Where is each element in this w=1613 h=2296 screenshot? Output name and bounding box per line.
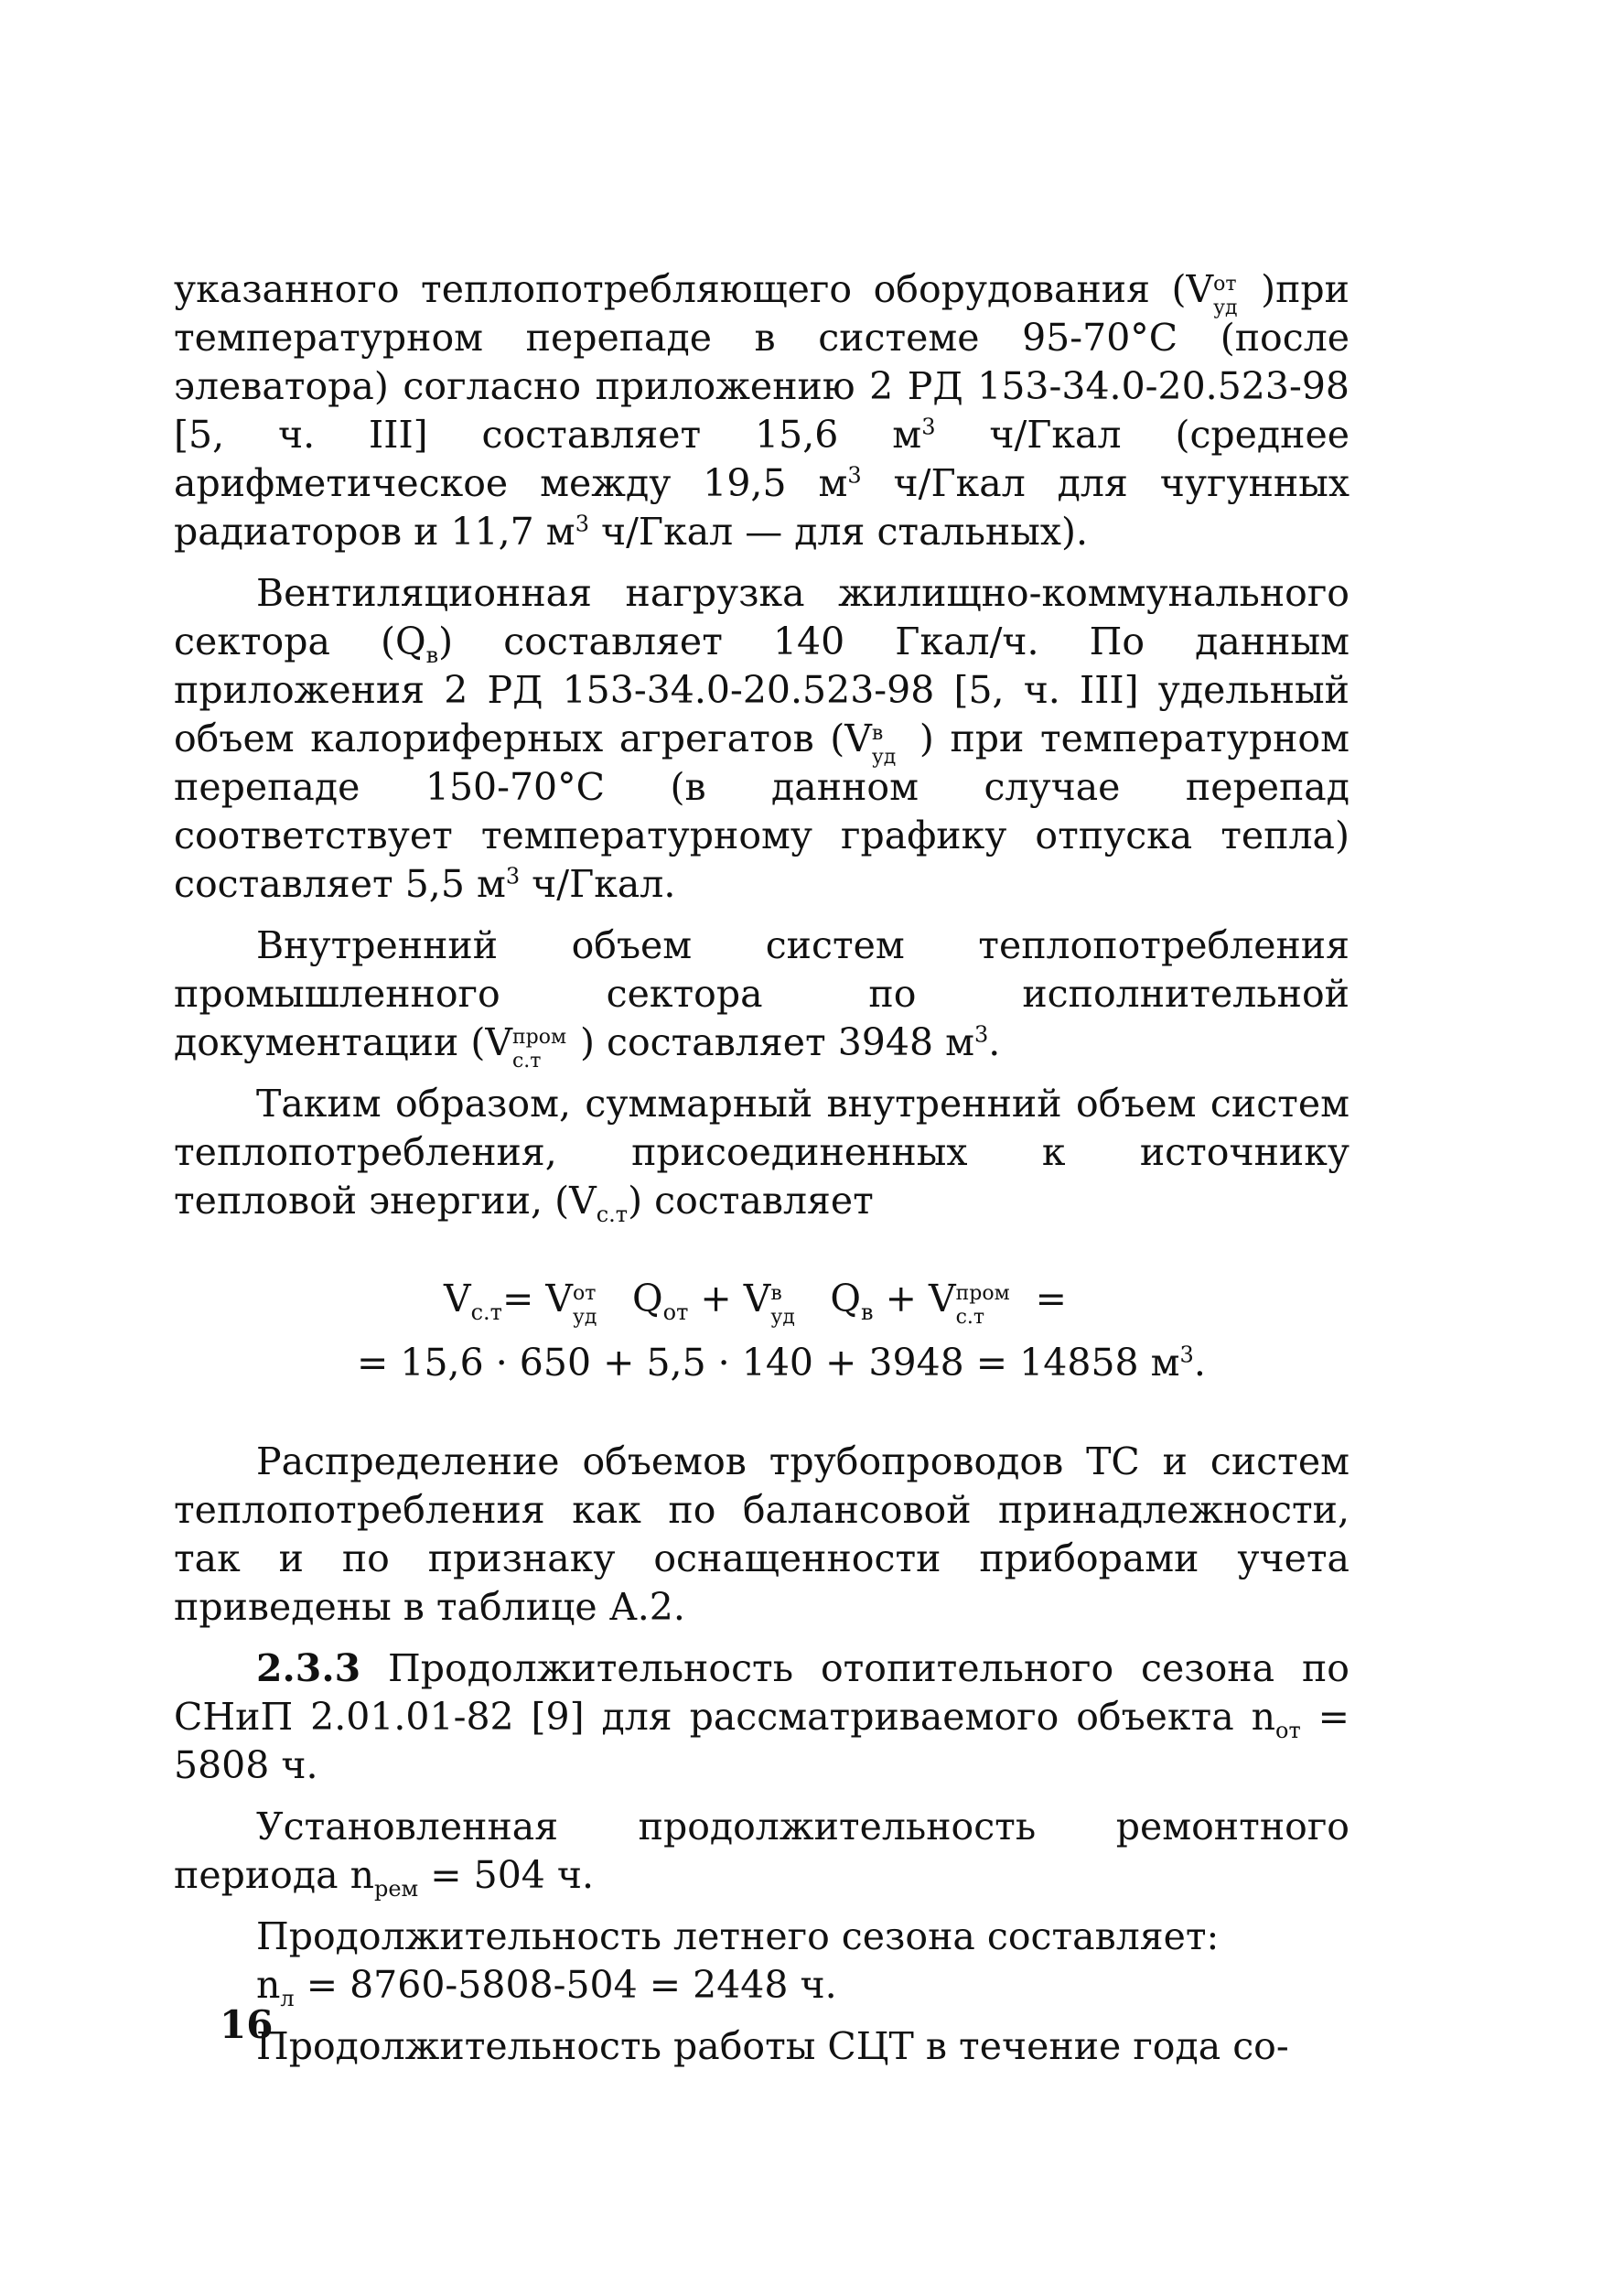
page-body — [174, 265, 1350, 2071]
text-run: указанного теплопотребляющего оборудования (V — [174, 267, 1214, 311]
formula-term: . — [1193, 1341, 1206, 1385]
text-run: Таким образом, суммарный внутренний объем систем теплопотребления, присоединенных к источнику тепловой энергии, (V — [174, 1082, 1350, 1223]
text-run: n — [256, 1963, 281, 2007]
formula-term: Q — [619, 1277, 663, 1320]
paragraph-heating-season — [174, 1644, 1350, 1790]
paragraph-summer-season: Продолжительность летнего сезона составляет: — [256, 1914, 1220, 1958]
text-run: Вентиляционная нагрузка жилищно-коммунального сектора (Q — [174, 571, 1350, 663]
formula-term: = V — [501, 1277, 573, 1320]
text-run: ) составляет — [628, 1179, 874, 1223]
subscript: с.т — [955, 1306, 985, 1329]
subscript: в — [425, 642, 439, 669]
paragraph-ventilation-load — [174, 569, 1350, 909]
text-run: = 504 ч. — [418, 1853, 595, 1897]
formula-term: = — [1023, 1277, 1067, 1320]
text-run: = 8760-5808-504 = 2448 ч. — [294, 1963, 837, 2007]
formula-term: + V — [873, 1277, 956, 1320]
text-run: ) составляет 140 Гкал/ч. По данным приложения 2 РД 153-34.0-20.523-98 [5, ч. III] удельный объем калориферных агрегатов (V — [174, 620, 1350, 760]
formula-term: = 15,6 · 650 + 5,5 · 140 + 3948 = 14858 м — [357, 1341, 1180, 1385]
text-run: Внутренний объем систем теплопотребления промышленного сектора по исполнительной документации (V — [174, 923, 1350, 1064]
subscript: уд — [770, 1306, 795, 1329]
subscript: с.т — [511, 1050, 542, 1073]
formula-term: + V — [688, 1277, 771, 1320]
text-run: ч/Гкал. — [520, 862, 676, 906]
text-run: ч/Гкал для чугунных радиаторов и 11,7 м — [174, 461, 1350, 554]
paragraph-summer-season-formula — [174, 1961, 1350, 2010]
subscript: л — [280, 1986, 295, 2012]
superscript: 3 — [505, 863, 521, 889]
formula-term: Q — [818, 1277, 862, 1320]
text-run: = 5808 ч. — [174, 1695, 1350, 1787]
text-run: . — [988, 1020, 1001, 1064]
superscript: пром — [511, 1026, 567, 1049]
superscript: 3 — [1179, 1342, 1194, 1368]
superscript: от — [1213, 273, 1237, 296]
superscript: 3 — [973, 1021, 989, 1048]
superscript: в — [770, 1282, 782, 1305]
text-run: ) при температурном перепаде 150-70°С (в данном случае перепад соответствует температурному графику отпуска тепла) составляет 5,5 м — [174, 717, 1350, 906]
paragraph-heat-equipment-volume — [174, 265, 1350, 556]
section-number: 2.3.3 — [256, 1646, 361, 1690]
text-run: )при температурном перепаде в системе 95-70°С (после элеватора) согласно приложению 2 РД 153-34.0-20.523-98 [5, ч. III] составляет 15,6 м — [174, 267, 1350, 457]
paragraph-volume-distribution: Распределение объемов трубопроводов ТС и систем теплопотребления как по балансовой принадлежности, так и по признаку оснащенности приборами учета приведены в таблице А.2. — [174, 1439, 1350, 1629]
paragraph-industrial-volume — [174, 922, 1350, 1073]
formula-term: V — [444, 1277, 471, 1320]
paragraph-total-volume — [174, 1080, 1350, 1228]
superscript: пром — [955, 1282, 1010, 1305]
subscript: уд — [572, 1306, 597, 1329]
subscript: с.т — [596, 1202, 629, 1228]
text-run: Установленная продолжительность ремонтного периода n — [174, 1805, 1350, 1897]
superscript: 3 — [921, 414, 936, 440]
subscript: от — [662, 1299, 689, 1326]
paragraph-repair-period — [174, 1803, 1350, 1903]
subscript: рем — [373, 1876, 419, 1903]
text-run: ч/Гкал (среднее арифметическое между 19,5 м — [174, 413, 1350, 505]
formula-total-volume-result — [174, 1335, 1350, 1390]
superscript: в — [871, 722, 884, 745]
subscript: с.т — [470, 1299, 502, 1326]
subscript: от — [1275, 1718, 1301, 1744]
subscript: уд — [871, 746, 897, 769]
text-run: ) составляет 3948 м — [579, 1020, 974, 1064]
superscript: 3 — [575, 511, 589, 537]
text-run: Продолжительность отопительного сезона по СНиП 2.01.01-82 [9] для рассматриваемого объекта n — [174, 1646, 1350, 1739]
page-number: 16 — [220, 2002, 274, 2047]
subscript: в — [861, 1299, 874, 1326]
superscript: 3 — [847, 462, 862, 489]
superscript: от — [572, 1282, 597, 1305]
text-run: ч/Гкал — для стальных). — [588, 510, 1089, 554]
subscript: уд — [1213, 296, 1238, 319]
formula-total-volume — [174, 1271, 1350, 1329]
paragraph-operation-duration: Продолжительность работы СЦТ в течение года со- — [256, 2024, 1289, 2068]
